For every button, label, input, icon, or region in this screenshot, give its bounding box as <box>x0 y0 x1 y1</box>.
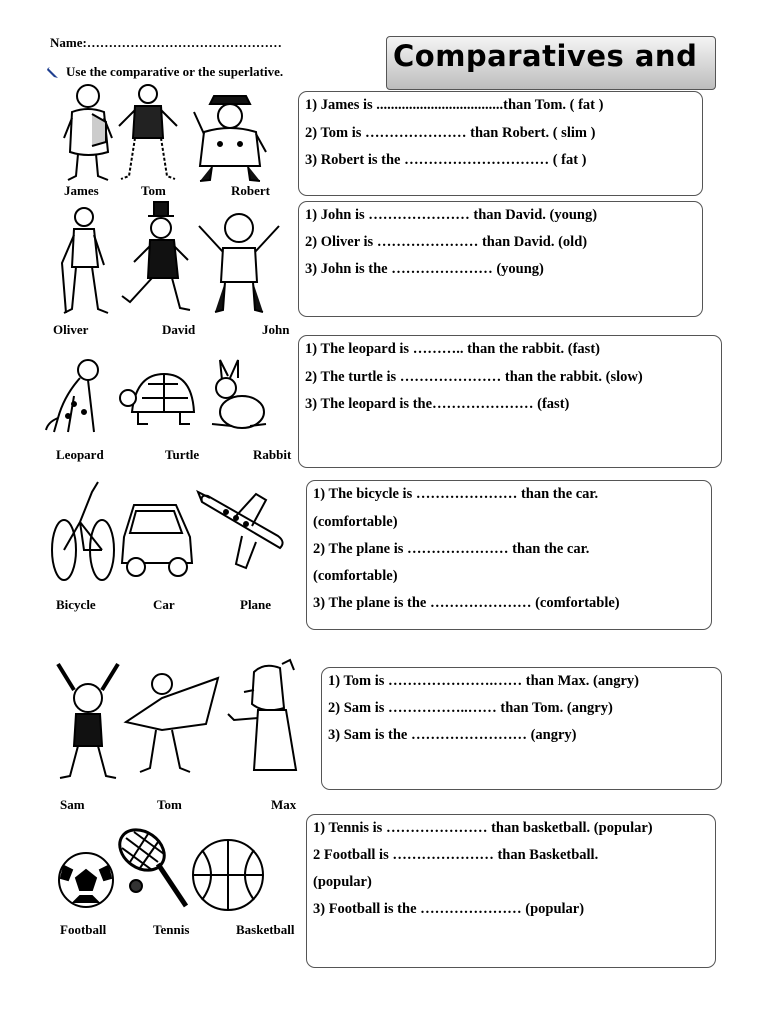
basketball-illustration <box>190 838 266 912</box>
exercise-3-line-1: 1) The leopard is ……….. than the rabbit. (fast) <box>305 341 600 357</box>
exercise-6-line-4: 3) Football is the ………………… (popular) <box>313 901 585 917</box>
exercise-1-line-3: 3) Robert is the ………………………… ( fat ) <box>305 152 587 168</box>
turtle-illustration <box>118 368 198 436</box>
caption-plane: Plane <box>240 597 272 612</box>
exercise-box-6 <box>306 814 716 968</box>
caption-bicycle: Bicycle <box>56 597 96 612</box>
pencil-icon <box>46 65 60 79</box>
caption-car: Car <box>153 597 175 612</box>
david-illustration <box>118 200 190 315</box>
caption-oliver: Oliver <box>53 322 89 337</box>
exercise-2-line-1: 1) John is ………………… than David. (young) <box>305 207 598 223</box>
worksheet-title: Comparatives and <box>393 39 698 73</box>
exercise-1-line-2: 2) Tom is ………………… than Robert. ( slim ) <box>305 125 596 141</box>
john-illustration <box>193 208 285 316</box>
caption-football: Football <box>60 922 107 937</box>
exercise-2-line-3: 3) John is the ………………… (young) <box>305 261 544 277</box>
exercise-box-1 <box>298 91 703 196</box>
exercise-box-2 <box>298 201 703 317</box>
exercise-5-line-2: 2) Sam is ……………..…… than Tom. (angry) <box>328 700 613 716</box>
caption-max: Max <box>271 797 297 812</box>
instruction <box>46 64 283 80</box>
caption-rabbit: Rabbit <box>253 447 292 462</box>
exercise-3-line-2: 2) The turtle is ………………… than the rabbit. (slow) <box>305 369 643 385</box>
exercise-6-line-3: (popular) <box>313 874 372 890</box>
exercise-box-5 <box>321 667 722 790</box>
worksheet-title-banner <box>386 36 716 90</box>
exercise-2-line-2: 2) Oliver is ………………… than David. (old) <box>305 234 588 250</box>
plane-illustration <box>196 490 288 582</box>
bicycle-illustration <box>50 478 118 584</box>
caption-tom: Tom <box>141 183 166 198</box>
exercise-6-line-1: 1) Tennis is ………………… than basketball. (popular) <box>313 820 653 836</box>
exercise-box-3 <box>298 335 722 468</box>
exercise-5-line-1: 1) Tom is ………………….…… than Max. (angry) <box>328 673 639 689</box>
leopard-illustration <box>44 356 112 436</box>
caption-sam: Sam <box>60 797 85 812</box>
james-illustration <box>62 82 117 182</box>
rabbit-illustration <box>202 358 270 436</box>
exercise-1-line-1: 1) James is ...................................than Tom. ( fat ) <box>305 97 604 113</box>
exercise-4-line-3: 2) The plane is ………………… than the car. <box>313 541 590 557</box>
caption-leopard: Leopard <box>56 447 104 462</box>
exercise-box-4 <box>306 480 712 630</box>
exercise-4-line-2: (comfortable) <box>313 514 398 530</box>
caption-james: James <box>64 183 99 198</box>
caption-basketball: Basketball <box>236 922 295 937</box>
exercise-6-line-2: 2 Football is ………………… than Basketball. <box>313 847 599 863</box>
exercise-5-line-3: 3) Sam is the …………………… (angry) <box>328 727 577 743</box>
caption-turtle: Turtle <box>165 447 200 462</box>
exercise-4-line-5: 3) The plane is the ………………… (comfortable) <box>313 595 620 611</box>
name-field-label: Name:……………………………………… <box>50 35 282 50</box>
oliver-illustration <box>52 205 112 320</box>
caption-john: John <box>262 322 290 337</box>
exercise-3-line-3: 3) The leopard is the………………… (fast) <box>305 396 570 412</box>
caption-robert: Robert <box>231 183 270 198</box>
caption-tennis: Tennis <box>153 922 190 937</box>
instruction-text: Use the comparative or the superlative. <box>66 64 284 79</box>
exercise-4-line-4: (comfortable) <box>313 568 398 584</box>
caption-tom-2: Tom <box>157 797 182 812</box>
tennis-illustration <box>114 826 192 912</box>
tom-angry-illustration <box>122 668 222 780</box>
car-illustration <box>118 497 196 583</box>
exercise-4-line-1: 1) The bicycle is ………………… than the car. <box>313 486 599 502</box>
football-illustration <box>58 850 114 910</box>
max-illustration <box>224 660 302 778</box>
tom-illustration <box>117 82 179 182</box>
caption-david: David <box>162 322 196 337</box>
robert-illustration <box>190 88 270 182</box>
sam-illustration <box>52 660 124 784</box>
